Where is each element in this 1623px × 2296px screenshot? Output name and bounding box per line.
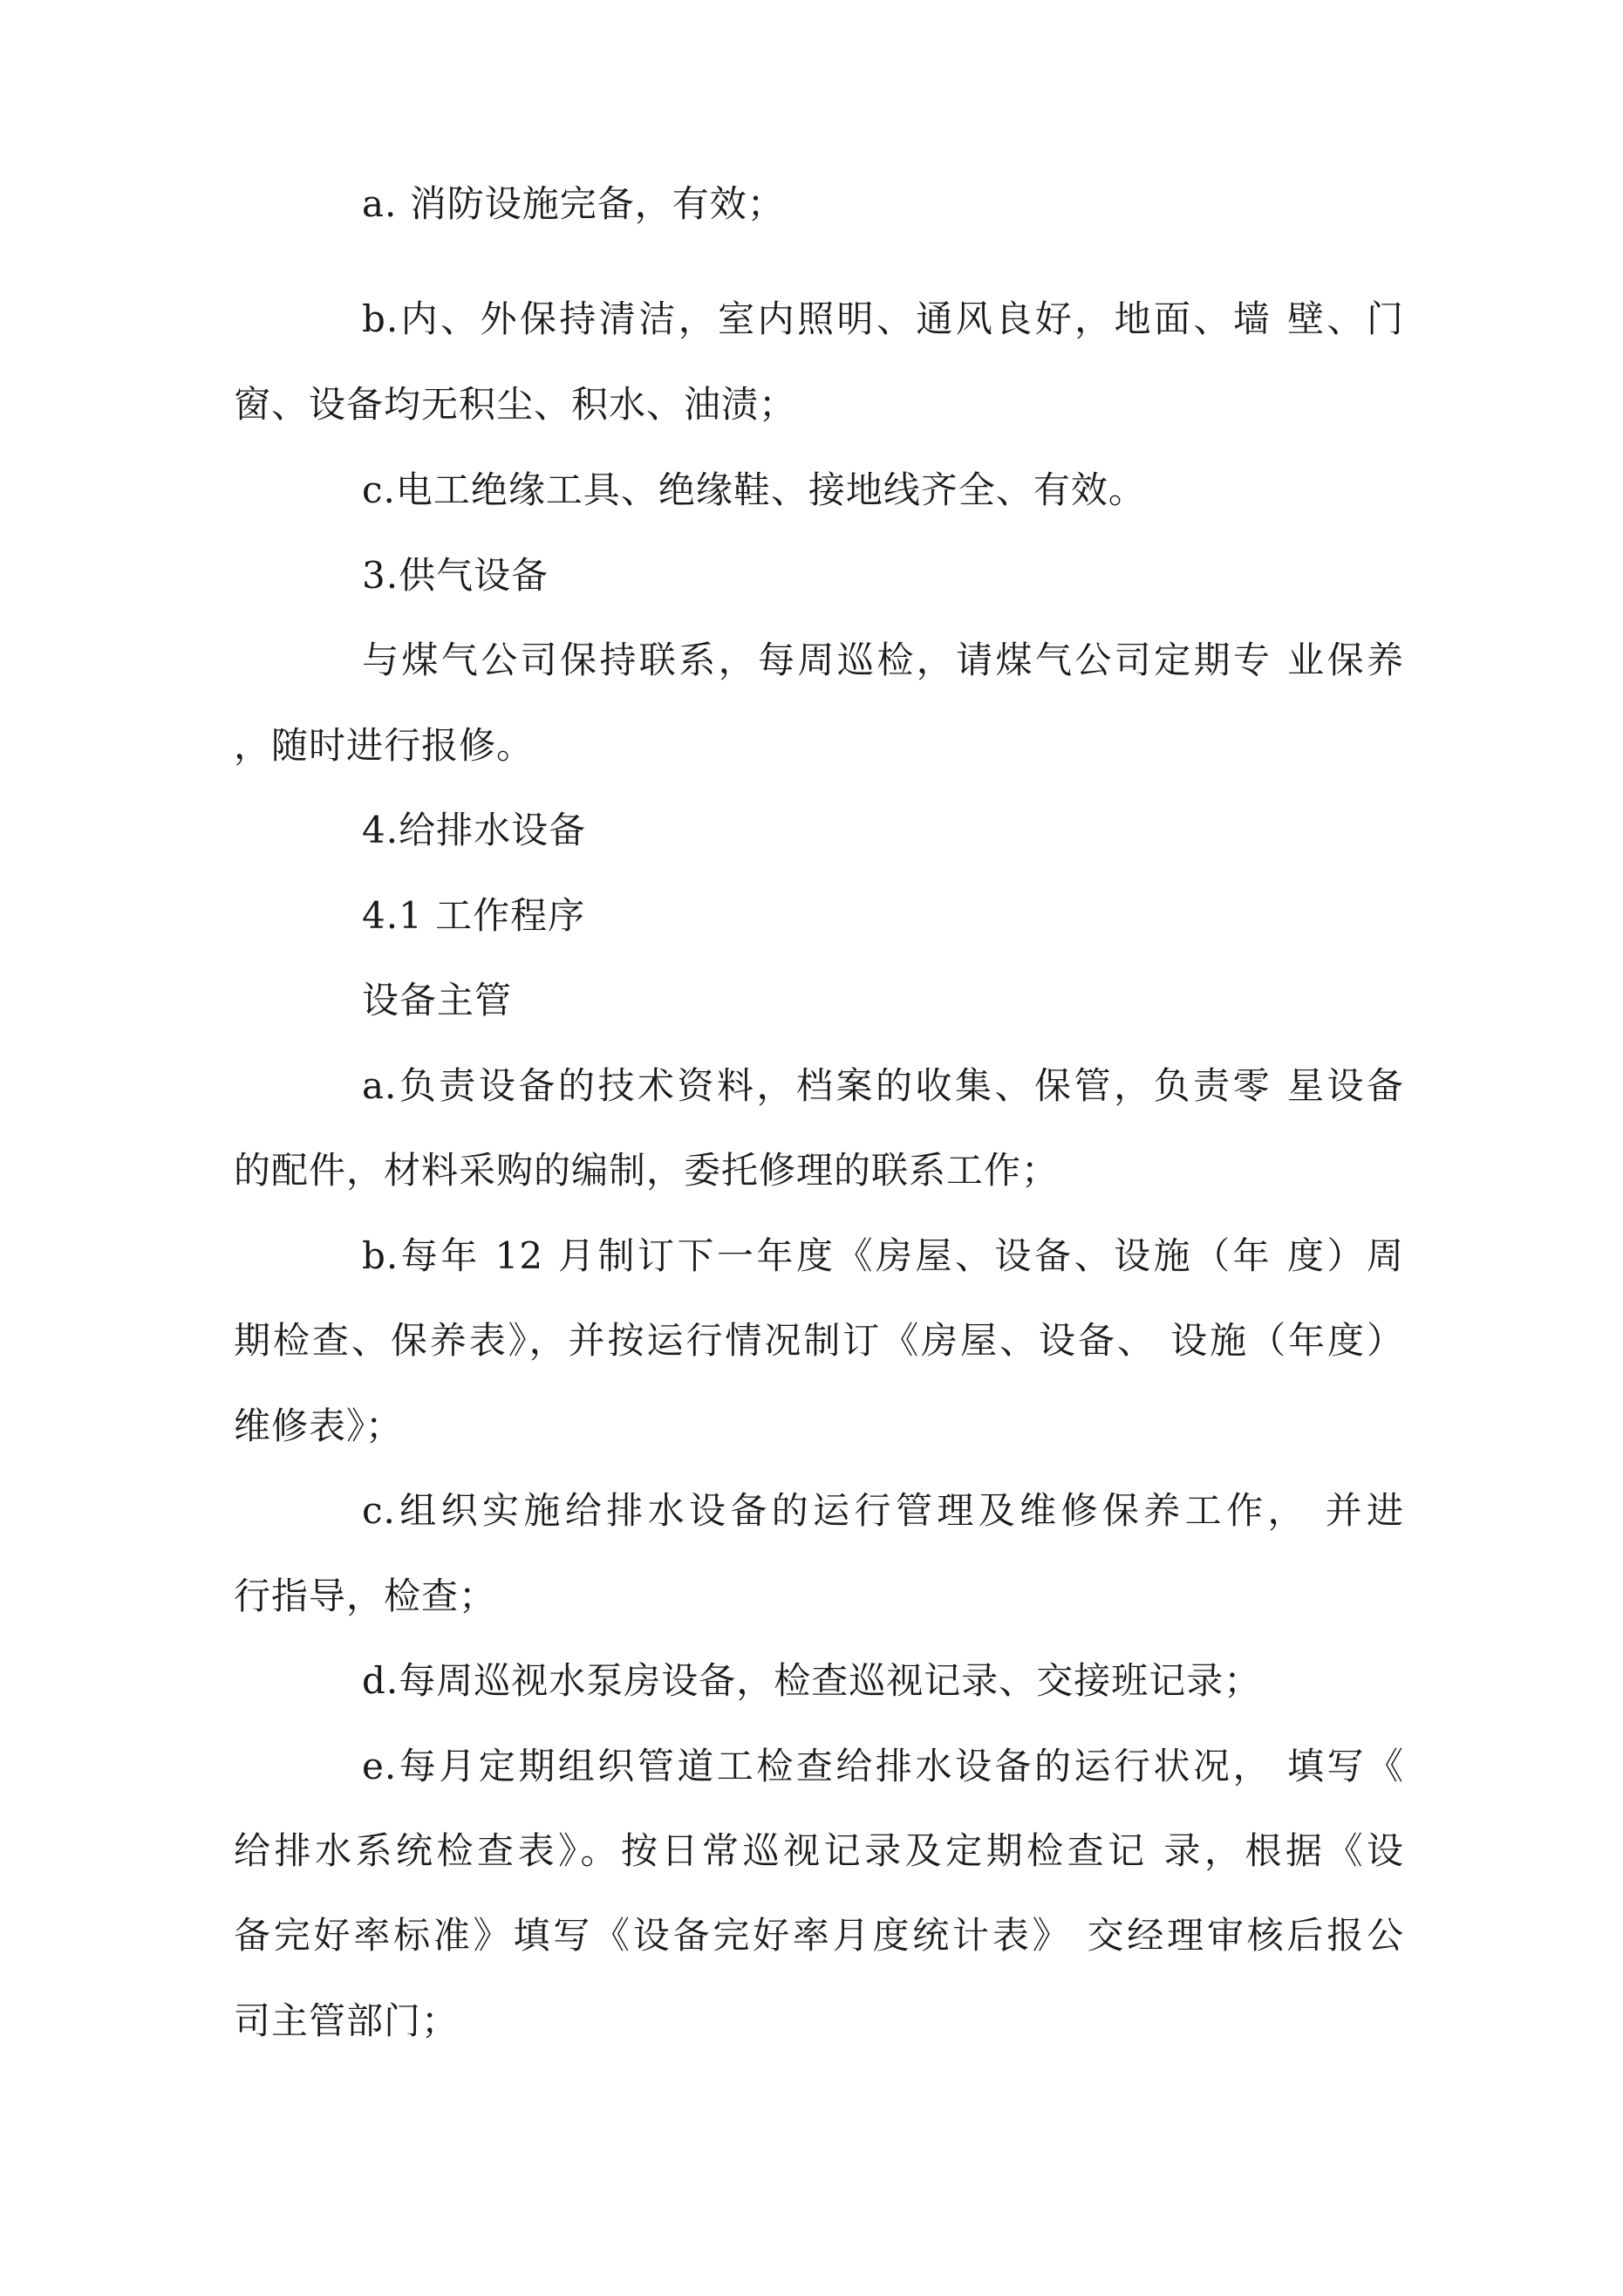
role-heading: 设备主管	[362, 979, 513, 1022]
paragraph-line: 维修表》；	[234, 1404, 404, 1447]
paragraph-line: e.每月定期组织管道工检查给排水设备的运行状况， 填写《	[362, 1745, 1404, 1787]
paragraph-line: b.每年 12 月制订下一年度《房屋、设备、设施（年 度）周	[362, 1234, 1404, 1277]
paragraph-line: 备完好率标准》填写《设备完好率月度统计表》 交经理审核后报公	[234, 1914, 1404, 1957]
paragraph-line: a. 消防设施完备，有效；	[362, 182, 785, 225]
paragraph-line: 期检查、保养表》，并按运行情况制订《房屋、设备、 设施（年度）	[234, 1319, 1404, 1362]
paragraph-line: d.每周巡视水泵房设备，检查巡视记录、交接班记录；	[362, 1659, 1262, 1702]
paragraph-line: a.负责设备的技术资料，档案的收集、保管，负责零 星设备	[362, 1064, 1404, 1107]
paragraph-line: 司主管部门；	[234, 1999, 460, 2042]
paragraph-line: ，随时进行报修。	[234, 724, 535, 767]
paragraph-line: c.电工绝缘工具、绝缘鞋、接地线齐全、有效。	[362, 468, 1146, 511]
paragraph-line: 与煤气公司保持联系，每周巡检，请煤气公司定期专 业保养	[362, 639, 1404, 681]
paragraph-line: b.内、外保持清洁，室内照明、通风良好，地面、墙 壁、门	[362, 297, 1404, 340]
section-heading: 3.供气设备	[362, 554, 549, 597]
paragraph-line: 窗、设备均无积尘、积水、油渍；	[234, 383, 797, 426]
paragraph-line: 的配件，材料采购的编制，委托修理的联系工作；	[234, 1149, 1060, 1192]
paragraph-line: 给排水系统检查表》。按日常巡视记录及定期检查记 录，根据《设	[234, 1829, 1404, 1872]
paragraph-line: 行指导，检查；	[234, 1575, 497, 1617]
section-heading: 4.给排水设备	[362, 809, 587, 851]
subsection-heading: 4.1 工作程序	[362, 894, 586, 937]
paragraph-line: c.组织实施给排水设备的运行管理及维修保养工作， 并进	[362, 1489, 1404, 1532]
